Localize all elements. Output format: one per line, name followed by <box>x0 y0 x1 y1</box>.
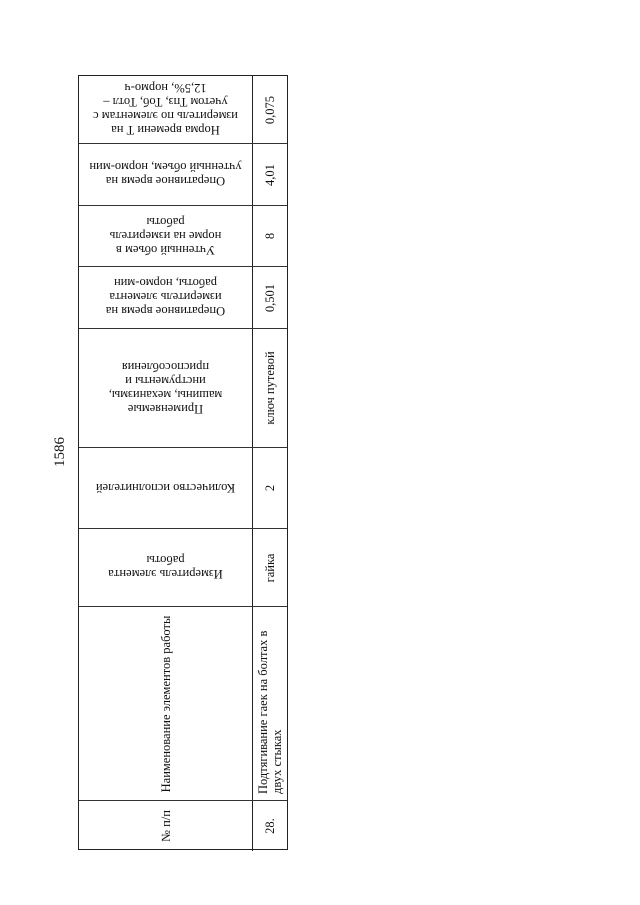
header-cell <box>79 529 253 606</box>
table-row-norm-time <box>79 76 287 144</box>
value-norm-time: 0,075 <box>263 95 277 124</box>
header-cell <box>79 329 253 447</box>
data-cell <box>253 144 287 205</box>
table-row-machines <box>79 329 287 448</box>
value-machines: ключ путевой <box>263 351 277 425</box>
table-row-unit <box>79 529 287 607</box>
page-number: 1586 <box>52 437 68 467</box>
table-row-name <box>79 607 287 801</box>
value-operative-time-total: 4,01 <box>263 163 277 186</box>
header-norm-time: Норма времени Т на измеритель по элементам с учетом Тпз, Тоб, Тотл – 12,5%, нормо-ч <box>93 81 238 138</box>
table-row-num <box>79 801 287 851</box>
data-cell <box>253 267 287 328</box>
table-row-operative-time-total <box>79 144 287 206</box>
work-norm-table <box>78 75 288 850</box>
header-cell <box>79 801 253 851</box>
data-cell <box>253 607 287 800</box>
value-workers: 2 <box>263 484 277 492</box>
header-counted-volume: Учтенный объем в норме на измеритель работы <box>109 215 222 257</box>
data-cell <box>253 76 287 143</box>
value-unit: гайка <box>263 553 277 582</box>
header-name: Наименование элементов работы <box>158 615 173 792</box>
header-operative-time-unit: Оперативное время на измеритель элемента работы, нормо-мин <box>105 276 226 319</box>
value-name: Подтягивание гаек на болтах в двух стыках <box>256 630 284 794</box>
header-cell <box>79 267 253 328</box>
data-cell <box>253 529 287 606</box>
header-cell <box>79 76 253 143</box>
table-row-workers <box>79 448 287 529</box>
table-row-operative-time-unit <box>79 267 287 329</box>
header-operative-time-total: Оперативное время на учтенный объем, нормо-мин <box>89 160 242 189</box>
value-counted-volume: 8 <box>263 232 277 240</box>
data-cell <box>253 448 287 528</box>
header-cell <box>79 206 253 266</box>
header-cell <box>79 448 253 528</box>
header-workers: Количество исполнителей <box>95 481 236 495</box>
value-num: 28. <box>263 818 277 834</box>
data-cell <box>253 206 287 266</box>
header-num: № п/п <box>158 810 173 842</box>
value-operative-time-unit: 0,501 <box>263 283 277 312</box>
data-cell <box>253 801 287 851</box>
header-cell <box>79 607 253 800</box>
header-unit: Измеритель элемента работы <box>108 553 223 582</box>
data-cell <box>253 329 287 447</box>
table-row-counted-volume <box>79 206 287 267</box>
header-cell <box>79 144 253 205</box>
header-machines: Применяемые машины, механизмы, инструменты и приспособления <box>108 360 223 416</box>
